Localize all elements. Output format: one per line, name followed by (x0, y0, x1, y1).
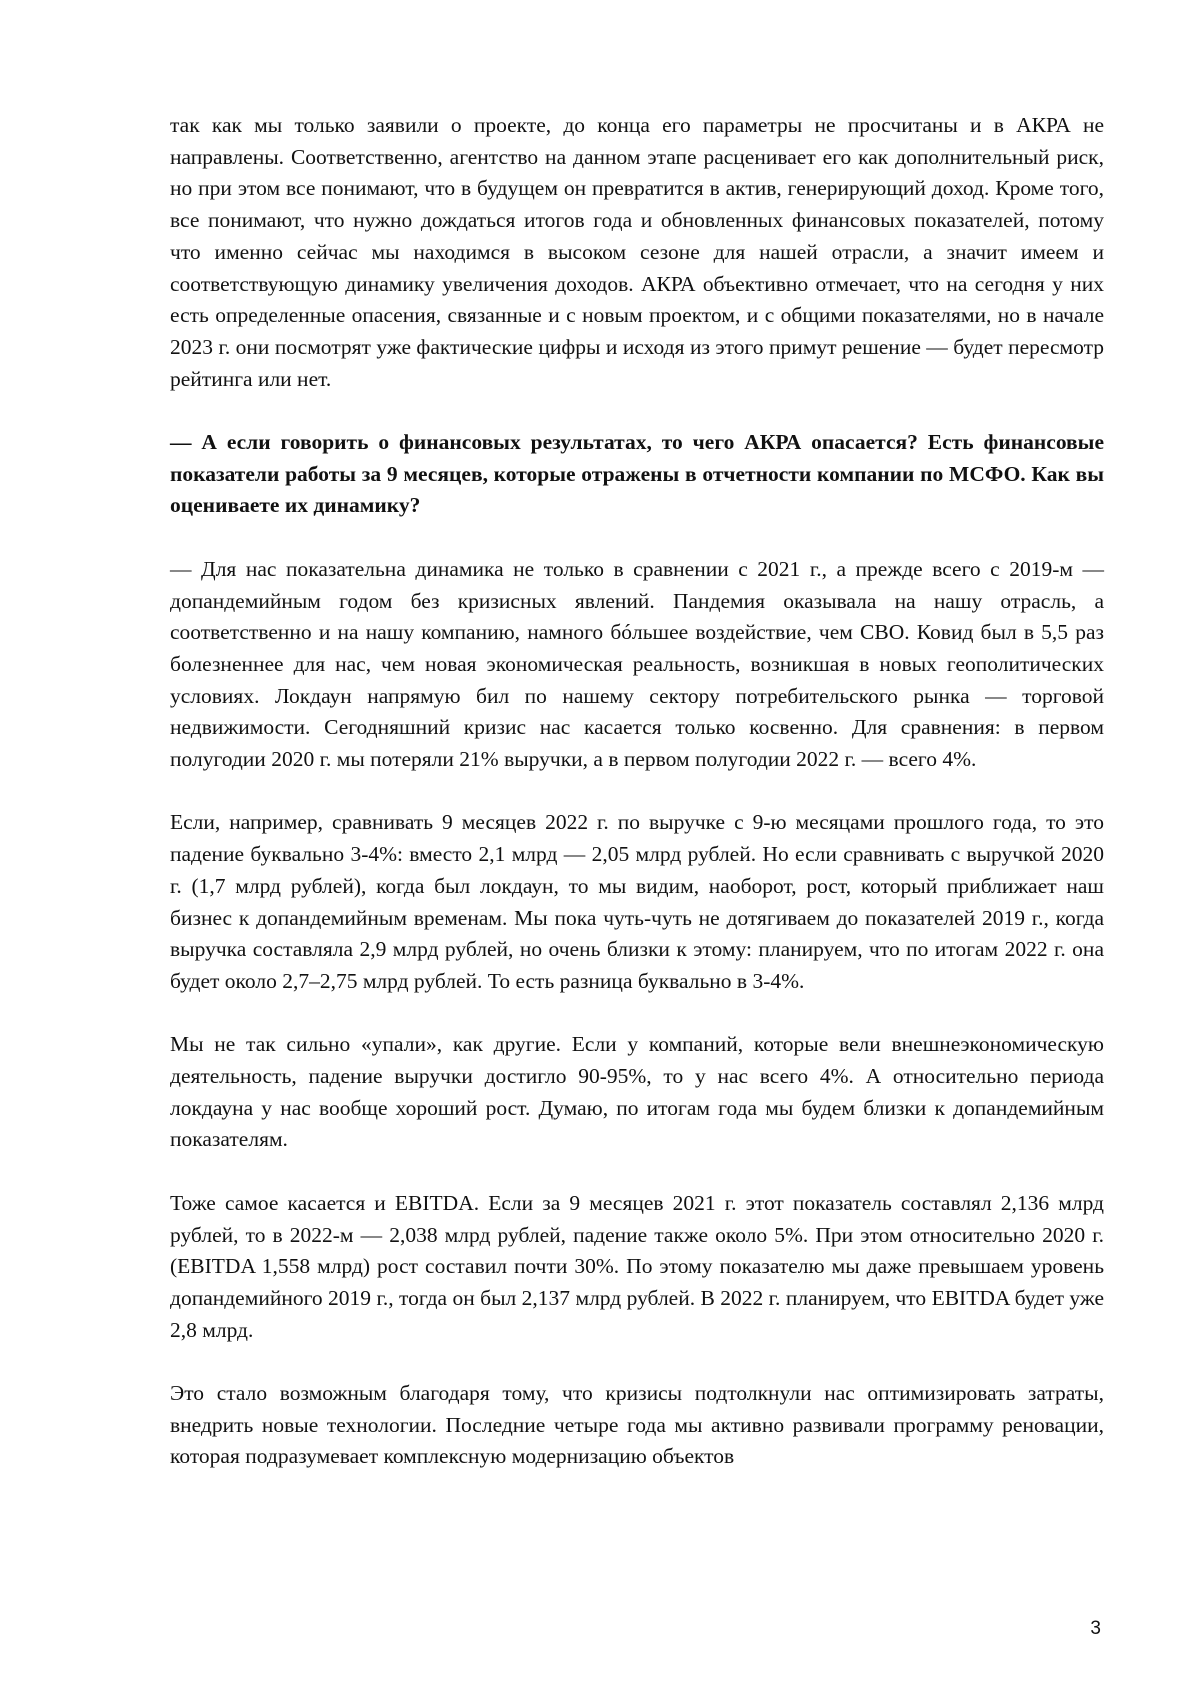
paragraph-revenue-decline: Мы не так сильно «упали», как другие. Если у компаний, которые вели внешнеэкономическую деятельность, падение выручки достигло 90-95%, то у нас всего 4%. А относительно периода локдауна у нас вообще хороший рост. Думаю, по итогам года мы будем близки к допандемийным показателям. (170, 1032, 1104, 1152)
page-number: 3 (1090, 1618, 1101, 1639)
paragraph-revenue-comparison: Если, например, сравнивать 9 месяцев 2022 г. по выручке с 9-ю месяцами прошлого года, то это падение буквально 3-4%: вместо 2,1 млрд — 2,05 млрд рублей. Но если сравнивать с выручкой 2020 г. (1,7 млрд рублей), когда был локдаун, то мы видим, наоборот, рост, который приближает наш бизнес к допандемийным временам. Мы пока чуть-чуть не дотягиваем до показателей 2019 г., когда выручка составляла 2,9 млрд рублей, но очень близки к этому: планируем, что по итогам 2022 г. она будет около 2,7–2,75 млрд рублей. То есть разница буквально в 3-4%. (170, 810, 1104, 993)
document-body (170, 110, 1104, 1505)
paragraph-ebitda: Тоже самое касается и EBITDA. Если за 9 месяцев 2021 г. этот показатель составлял 2,136 млрд рублей, то в 2022-м — 2,038 млрд рублей, падение также около 5%. При этом относительно 2020 г. (EBITDA 1,558 млрд) рост составил почти 30%. По этому показателю мы даже превышаем уровень допандемийного 2019 г., тогда он был 2,137 млрд рублей. В 2022 г. планируем, что EBITDA будет уже 2,8 млрд. (170, 1190, 1104, 1342)
paragraph-rating-context: так как мы только заявили о проекте, до конца его параметры не просчитаны и в АКРА не направлены. Соответственно, агентство на данном этапе расценивает его как дополнительный риск, но при этом все понимают, что в будущем он превратится в актив, генерирующий доход. Кроме того, все понимают, что нужно дождаться итогов года и обновленных финансовых показателей, потому что именно сейчас мы находимся в высоком сезоне для нашей отрасли, а значит имеем и соответствующую динамику увеличения доходов. АКРА объективно отмечает, что на сегодня у них есть определенные опасения, связанные и с новым проектом, и с общими показателями, но в начале 2023 г. они посмотрят уже фактические цифры и исходя из этого примут решение — будет пересмотр рейтинга или нет. (170, 113, 1104, 391)
paragraph-cost-optimization: Это стало возможным благодаря тому, что кризисы подтолкнули нас оптимизировать затраты, внедрить новые технологии. Последние четыре года мы активно развивали программу реновации, которая подразумевает комплексную модернизацию объектов (170, 1381, 1104, 1469)
paragraph-question-financial-results: — А если говорить о финансовых результатах, то чего АКРА опасается? Есть финансовые показатели работы за 9 месяцев, которые отражены в отчетности компании по МСФО. Как вы оцениваете их динамику? (170, 430, 1104, 518)
paragraph-answer-dynamics: — Для нас показательна динамика не только в сравнении с 2021 г., а прежде всего с 2019-м — допандемийным годом без кризисных явлений. Пандемия оказывала на нашу отрасль, а соответственно и на нашу компанию, намного бóльшее воздействие, чем СВО. Ковид был в 5,5 раз болезненнее для нас, чем новая экономическая реальность, возникшая в новых геополитических условиях. Локдаун напрямую бил по нашему сектору потребительского рынка — торговой недвижимости. Сегодняшний кризис нас касается только косвенно. Для сравнения: в первом полугодии 2020 г. мы потеряли 21% выручки, а в первом полугодии 2022 г. — всего 4%. (170, 556, 1104, 772)
